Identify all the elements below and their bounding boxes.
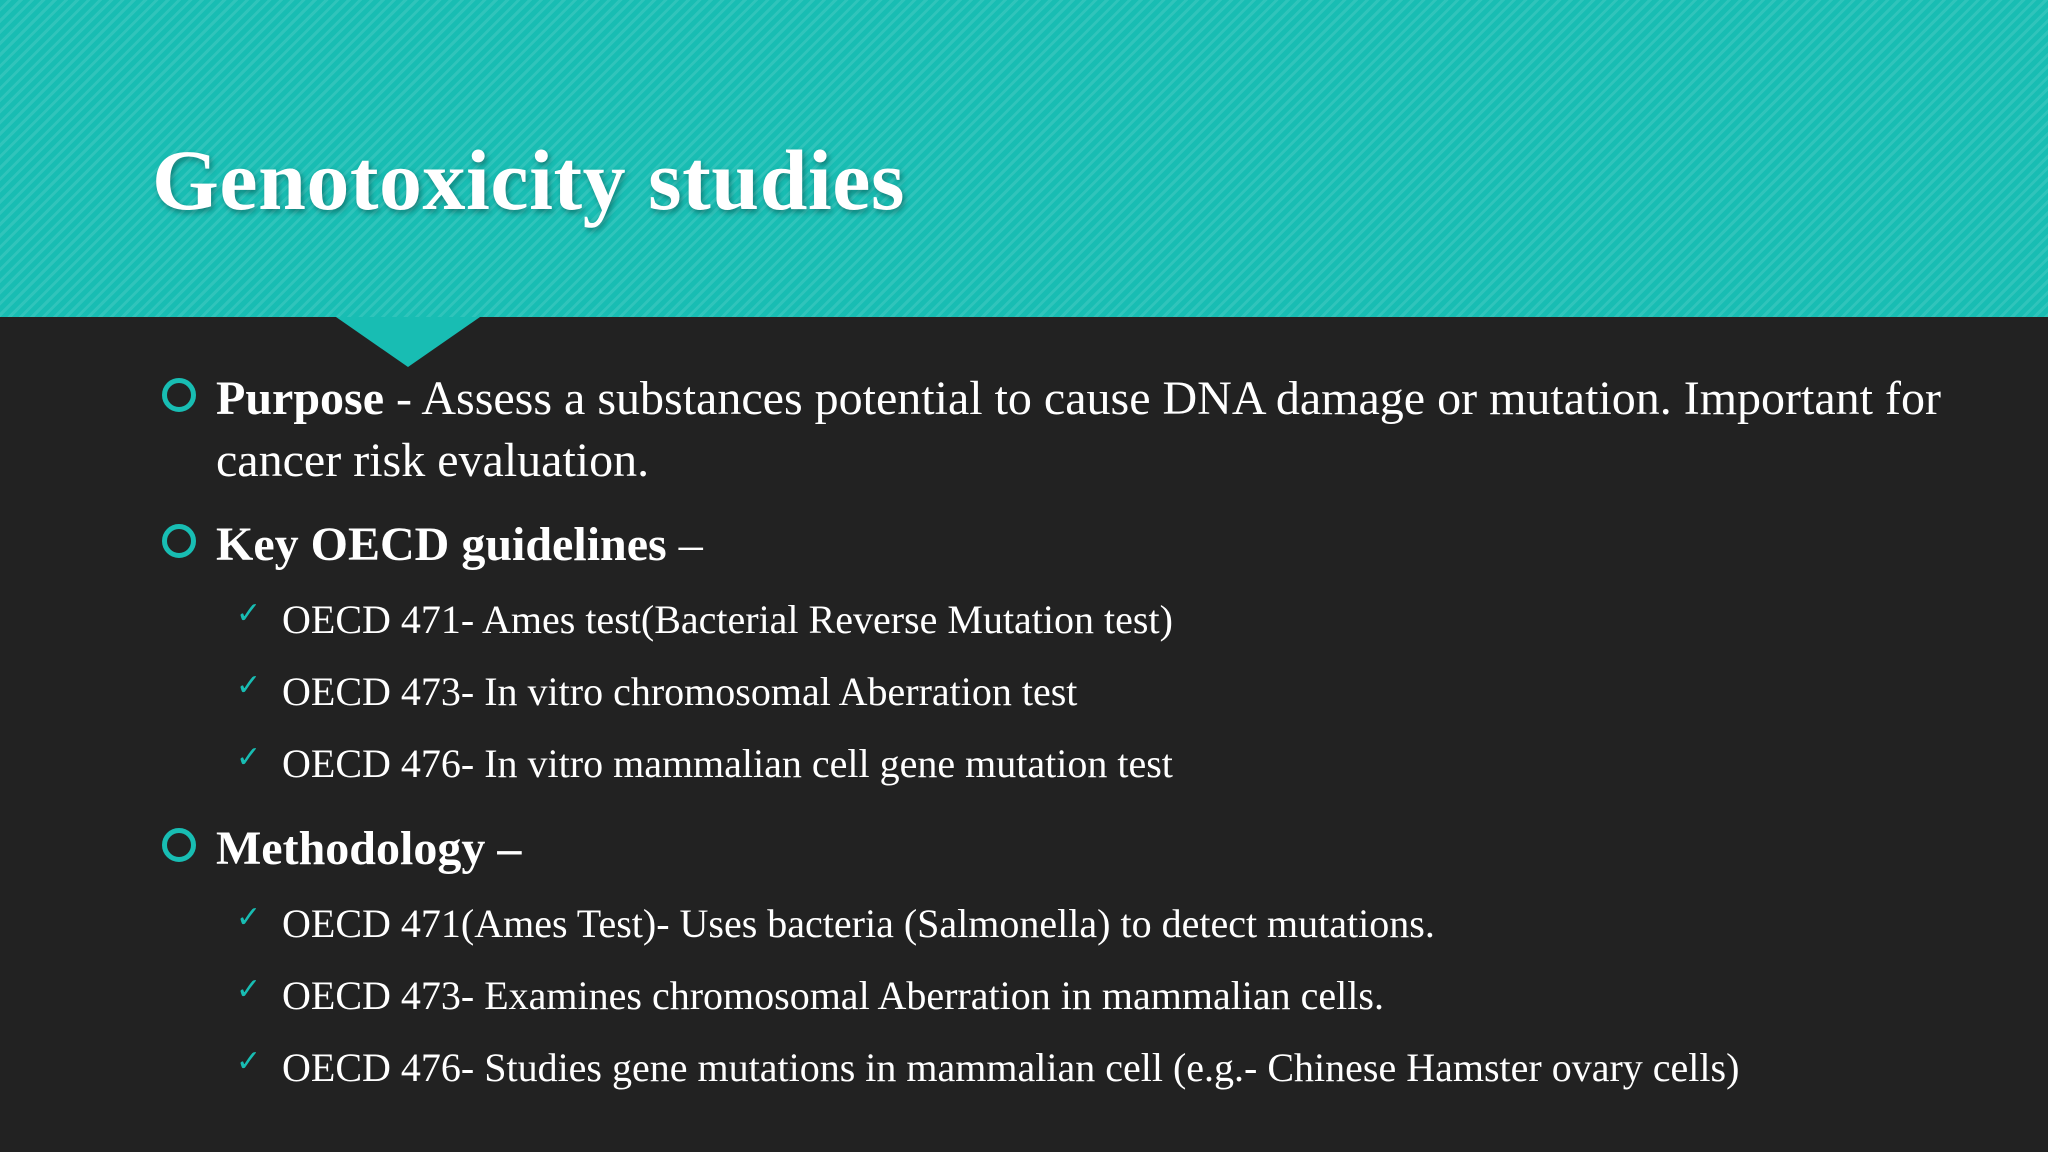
content-area [160, 368, 2000, 1104]
checkmark-icon: ✓ [236, 740, 262, 775]
bullet-purpose [160, 368, 2000, 492]
ring-bullet-icon [162, 828, 196, 862]
list-item [160, 728, 2000, 800]
list-item [160, 888, 2000, 960]
checkmark-icon: ✓ [236, 972, 262, 1007]
list-item-text: OECD 476- In vitro mammalian cell gene mutation test [282, 741, 1173, 786]
header-notch [336, 317, 480, 367]
ring-bullet-icon [162, 378, 196, 412]
bullet-label: Methodology – [216, 822, 522, 875]
list-item [160, 1032, 2000, 1104]
checkmark-icon: ✓ [236, 900, 262, 935]
checkmark-icon: ✓ [236, 1044, 262, 1079]
list-item-text: OECD 476- Studies gene mutations in mammalian cell (e.g.- Chinese Hamster ovary cells) [282, 1045, 1740, 1090]
list-item [160, 584, 2000, 656]
slide-title: Genotoxicity studies [152, 132, 905, 228]
bullet-text: Assess a substances potential to cause DNA damage or mutation. Important for cancer risk evaluation. [216, 372, 1941, 487]
guidelines-list [160, 584, 2000, 800]
list-item-text: OECD 471(Ames Test)- Uses bacteria (Salmonella) to detect mutations. [282, 901, 1435, 946]
list-item [160, 656, 2000, 728]
checkmark-icon: ✓ [236, 668, 262, 703]
list-item-text: OECD 473- Examines chromosomal Aberration in mammalian cells. [282, 973, 1384, 1018]
bullet-methodology [160, 818, 2000, 880]
bullet-key-oecd-guidelines [160, 514, 2000, 576]
list-item [160, 960, 2000, 1032]
bullet-separator: - [384, 372, 422, 425]
methodology-list [160, 888, 2000, 1104]
checkmark-icon: ✓ [236, 596, 262, 631]
ring-bullet-icon [162, 524, 196, 558]
bullet-separator: – [666, 518, 703, 571]
list-item-text: OECD 473- In vitro chromosomal Aberration test [282, 669, 1078, 714]
list-item-text: OECD 471- Ames test(Bacterial Reverse Mutation test) [282, 597, 1173, 642]
bullet-label: Key OECD guidelines [216, 518, 667, 571]
bullet-label: Purpose [216, 372, 384, 425]
